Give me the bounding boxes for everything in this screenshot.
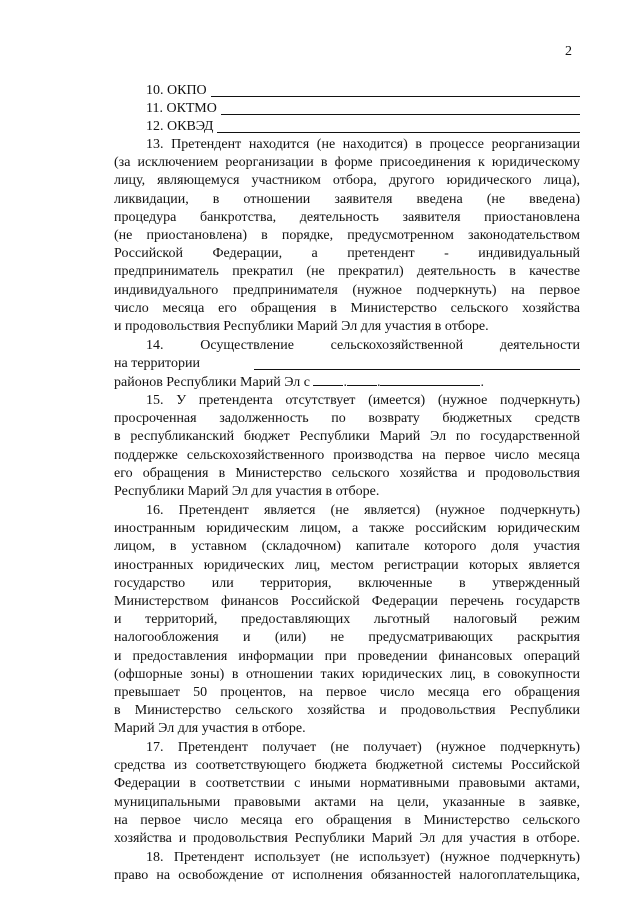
date-separator: . <box>343 375 347 390</box>
field-blank[interactable] <box>221 101 580 115</box>
text-line: государство или территория, включенные в утвержденный <box>114 575 580 591</box>
text-line: 14. Осуществление сельскохозяйственной деятельности <box>146 338 580 353</box>
paragraph-18 <box>114 849 580 885</box>
text-line: Российской Федерации, а претендент - индивидуальный <box>114 246 580 262</box>
text-line: муниципальными правовыми актами на цели, указанные в заявке, <box>114 794 580 810</box>
paragraph-16 <box>114 502 580 739</box>
text-line: на первое число месяца его обращения в Министерство сельского <box>114 812 580 828</box>
text-line: в Министерство сельского хозяйства и продовольствия Республики <box>114 703 580 719</box>
text-line: в республиканский бюджет Республики Марий Эл по государственной <box>114 429 580 445</box>
paragraph-14 <box>114 337 580 355</box>
text-line: 18. Претендент использует (не использует) (нужное подчеркнуть) <box>146 850 580 865</box>
text-line: Республики Марий Эл для участия в отборе. <box>114 484 380 500</box>
date-line <box>114 373 580 392</box>
text-line: (не приостановлена) в порядке, предусмотренном законодательством <box>114 228 580 244</box>
text-line: ликвидации, в отношении заявителя введена (не введена) <box>114 191 580 207</box>
text-line: и продовольствия Республики Марий Эл для участия в отборе. <box>114 319 489 335</box>
text-line: индивидуального предпринимателя (нужное подчеркнуть) на первое <box>114 282 580 298</box>
territory-label: на территории <box>114 356 200 371</box>
date-end: . <box>480 375 484 390</box>
text-line: 16. Претендент является (не является) (нужное подчеркнуть) <box>146 503 580 518</box>
text-line: процедура банкротства, деятельность заявителя приостановлена <box>114 209 580 225</box>
text-line: просроченная задолженность по возврату бюджетных средств <box>114 411 580 427</box>
field-oktmo <box>146 100 580 118</box>
paragraph-15 <box>114 392 580 501</box>
month-blank[interactable] <box>347 373 377 386</box>
territory-line <box>114 355 580 373</box>
field-okved <box>146 118 580 136</box>
year-blank[interactable] <box>380 373 480 386</box>
date-separator: . <box>376 375 381 390</box>
field-label: 10. ОКПО <box>146 83 207 98</box>
day-blank[interactable] <box>313 373 343 386</box>
paragraph-13 <box>114 136 580 336</box>
date-row <box>114 373 580 392</box>
text-line: 13. Претендент находится (не находится) в процессе реорганизации <box>146 137 580 152</box>
text-line: поддержке сельскохозяйственного производства на первое число месяца <box>114 447 580 463</box>
field-okpo <box>146 82 580 100</box>
text-line: число месяца его обращения в Министерство сельского хозяйства <box>114 300 580 316</box>
text-line: предприниматель прекратил (не прекратил) деятельность в качестве <box>114 264 580 280</box>
text-line: лицом, в уставном (складочном) капитале которого доля участия <box>114 539 580 555</box>
date-prefix: районов Республики Марий Эл с <box>114 375 310 390</box>
text-line: 17. Претендент получает (не получает) (нужное подчеркнуть) <box>146 740 580 755</box>
text-line: (офшорные зоны) в отношении таких юридических лиц, в совокупности <box>114 666 580 682</box>
page-number: 2 <box>565 44 572 59</box>
text-line: Министерством финансов Российской Федерации перечень государств <box>114 594 580 610</box>
text-line: хозяйства и продовольствия Республики Марий Эл для участия в отборе. <box>114 831 580 847</box>
text-line: (за исключением реорганизации в форме присоединения к юридическому <box>114 155 580 171</box>
text-line: налогообложения и (или) не предусматривающих раскрытия <box>114 630 580 646</box>
text-line: превышает 50 процентов, на первое число месяца его обращения <box>114 685 580 701</box>
territory-blank[interactable] <box>254 356 580 370</box>
text-line: Федерации в соответствии с иными нормативными правовыми актами, <box>114 776 580 792</box>
text-line: его обращения в Министерство сельского хозяйства и продовольствия <box>114 465 580 481</box>
text-line: Марий Эл для участия в отборе. <box>114 721 306 737</box>
text-line: право на освобождение от исполнения обязанностей налогоплательщика, <box>114 868 580 884</box>
text-line: и территорий, предоставляющих льготный налоговый режим <box>114 612 580 628</box>
text-line: средства из соответствующего бюджета бюджетной системы Российской <box>114 758 580 774</box>
field-label: 11. ОКТМО <box>146 101 217 116</box>
text-line: и предоставления информации при проведении финансовых операций <box>114 648 580 664</box>
text-line: лицу, являющемуся участником отбора, другого юридического лица), <box>114 173 580 189</box>
field-label: 12. ОКВЭД <box>146 119 214 134</box>
field-blank[interactable] <box>211 83 580 97</box>
text-line: иностранных юридических лиц, местом регистрации которых является <box>114 557 580 573</box>
text-line: иностранным юридическим лицом, а также российским юридическим <box>114 521 580 537</box>
paragraph-17 <box>114 739 580 848</box>
field-blank[interactable] <box>217 119 580 133</box>
text-line: 15. У претендента отсутствует (имеется) (нужное подчеркнуть) <box>146 393 580 408</box>
